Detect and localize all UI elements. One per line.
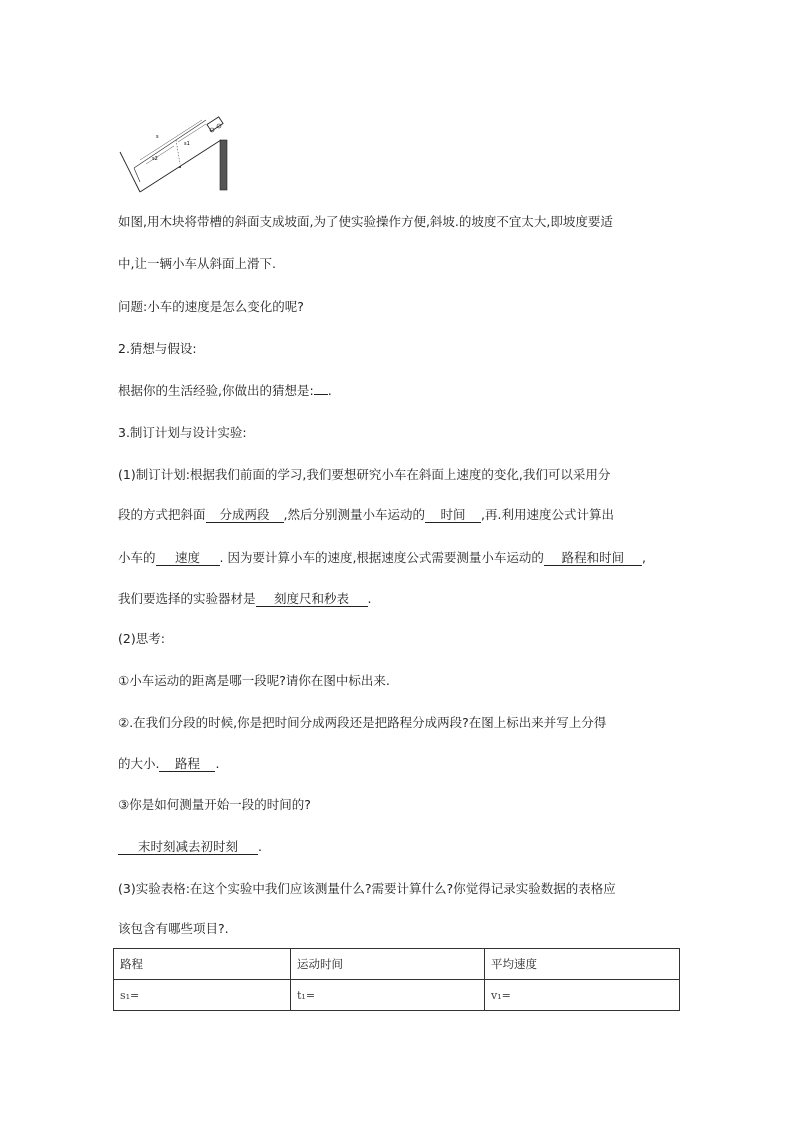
- answer-equipment: 刻度尺和秒表: [256, 591, 368, 607]
- cell-s1: s₁=: [114, 980, 291, 1011]
- plan-line-2: [118, 506, 614, 524]
- label-s: s: [156, 134, 159, 140]
- plan-line-2-d: ,再.利用速度公式计算出: [481, 507, 614, 522]
- answer-time: 时间: [425, 507, 481, 523]
- table-prompt-line-2: 该包含有哪些项目?.: [118, 921, 229, 936]
- plan-line-2-c: ,然后分别测量小车运动的: [283, 507, 425, 522]
- think-q2-line-2-c: .: [215, 756, 220, 771]
- plan-line-1: (1)制订计划:根据我们前面的学习,我们要想研究小车在斜面上速度的变化,我们可以采用分: [118, 467, 611, 482]
- table-header-row: [114, 949, 680, 980]
- think-q3-answer-line: [118, 838, 262, 856]
- answer-speed: 速度: [156, 550, 220, 566]
- section-2-heading: 2.猜想与假设:: [118, 341, 197, 356]
- header-distance: 路程: [114, 949, 291, 980]
- intro-line-1: 如图,用木块将带槽的斜面支成坡面,为了使实验操作方便,斜坡.的坡度不宜太大,即坡度要适: [118, 214, 613, 229]
- incline-diagram: [118, 112, 238, 194]
- think-q2-line-1: ②.在我们分段的时候,你是把时间分成两段还是把路程分成两段?在图上标出来并写上分得: [118, 715, 607, 730]
- plan-line-3-c: . 因为要计算小车的速度,根据速度公式需要测量小车运动的: [219, 550, 544, 565]
- answer-path: 路程: [159, 756, 215, 772]
- guess-end: .: [327, 383, 332, 398]
- think-q3-end: .: [258, 839, 262, 854]
- table-prompt-line-1: (3)实验表格:在这个实验中我们应该测量什么?需要计算什么?你觉得记录实验数据的表格应: [118, 881, 616, 896]
- incline-figure: [118, 112, 238, 194]
- think-heading: (2)思考:: [118, 631, 165, 646]
- answer-distance-time: 路程和时间: [544, 550, 642, 566]
- plan-line-4-c: .: [367, 591, 372, 606]
- section-2-text: [118, 382, 332, 400]
- header-time: 运动时间: [291, 949, 485, 980]
- plan-line-4: [118, 590, 372, 608]
- think-q2-line-2-a: 的大小.: [118, 756, 160, 771]
- cell-v1: v₁=: [485, 980, 680, 1011]
- guess-prompt: 根据你的生活经验,你做出的猜想是:: [118, 383, 314, 398]
- plan-line-2-a: 段的方式把斜面: [118, 507, 206, 522]
- cell-t1: t₁=: [291, 980, 485, 1011]
- think-q3: ③你是如何测量开始一段的时间的?: [118, 797, 311, 812]
- plan-line-3-d: ,: [641, 550, 646, 565]
- intro-line-2: 中,让一辆小车从斜面上滑下.: [118, 256, 276, 271]
- plan-line-3-a: 小车的: [118, 550, 156, 565]
- answer-time-measure: 末时刻减去初时刻: [118, 839, 258, 855]
- plan-line-3: [118, 549, 646, 567]
- guess-blank: [314, 394, 328, 395]
- plan-line-4-a: 我们要选择的实验器材是: [118, 591, 256, 606]
- section-3-heading: 3.制订计划与设计实验:: [118, 425, 247, 440]
- answer-divide: 分成两段: [206, 507, 284, 523]
- think-q1: ①小车运动的距离是哪一段呢?请你在图中标出来.: [118, 673, 390, 688]
- experiment-table: [113, 948, 680, 1011]
- question: 问题:小车的速度是怎么变化的呢?: [118, 299, 304, 314]
- think-q2-line-2: [118, 755, 219, 773]
- header-avg-speed: 平均速度: [485, 949, 680, 980]
- label-s1: s1: [184, 141, 190, 147]
- label-s2: s2: [152, 156, 158, 162]
- table-row: [114, 980, 680, 1011]
